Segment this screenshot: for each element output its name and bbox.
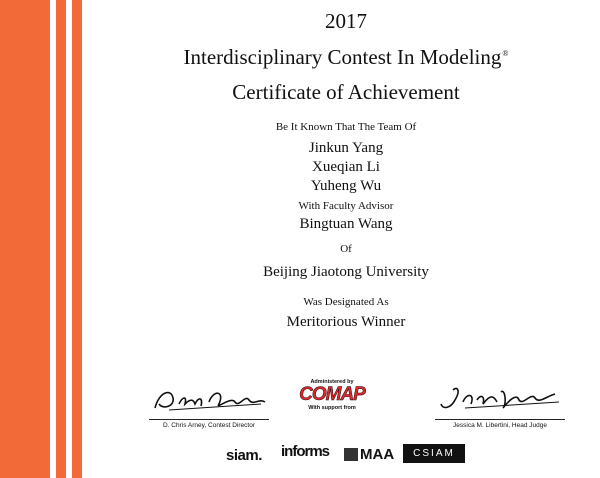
- maa-text: MAA: [360, 446, 395, 463]
- director-signature-line: [149, 419, 269, 420]
- stripe-1: [56, 0, 66, 478]
- designation-value: Meritorious Winner: [286, 314, 406, 330]
- institution-name: Beijing Jiaotong University: [263, 264, 429, 280]
- stripe-2: [72, 0, 82, 478]
- of-label: Of: [340, 243, 352, 255]
- judge-signature-line: [435, 419, 565, 420]
- judge-signature-image: [435, 384, 565, 414]
- designation-label: Was Designated As: [303, 296, 389, 308]
- certificate-title: Certificate of Achievement: [232, 80, 460, 104]
- maa-emblem-icon: [344, 448, 358, 461]
- csiam-logo: CSIAM: [403, 444, 465, 463]
- certificate-body: [92, 0, 600, 478]
- judge-signature-block: [430, 384, 570, 429]
- advisor-label: With Faculty Advisor: [298, 200, 394, 212]
- siam-logo: siam.: [226, 447, 262, 464]
- comap-logo: COMAP: [299, 384, 365, 405]
- stripe-wide: [0, 0, 50, 478]
- certificate-year: 2017: [325, 9, 367, 33]
- administered-by-label: Administered by: [310, 379, 354, 385]
- advisor-name: Bingtuan Wang: [299, 216, 393, 232]
- registered-mark: ®: [502, 49, 509, 58]
- intro-text: Be It Known That The Team Of: [275, 121, 417, 133]
- director-signature-block: [144, 384, 274, 429]
- comap-block: [297, 379, 367, 411]
- team-member-2: Xueqian Li: [312, 159, 380, 175]
- team-member-1: Jinkun Yang: [308, 140, 384, 156]
- judge-name: Jessica M. Libertini, Head Judge: [453, 422, 547, 429]
- informs-logo: informs: [281, 443, 330, 460]
- support-from-label: With support from: [308, 405, 356, 411]
- team-member-3: Yuheng Wu: [310, 178, 382, 194]
- director-name: D. Chris Arney, Contest Director: [163, 422, 255, 429]
- contest-title: [92, 45, 600, 70]
- director-signature-image: [149, 384, 269, 414]
- contest-name: Interdisciplinary Contest In Modeling: [183, 45, 502, 69]
- decorative-stripes: [0, 0, 92, 478]
- maa-logo: [344, 446, 394, 463]
